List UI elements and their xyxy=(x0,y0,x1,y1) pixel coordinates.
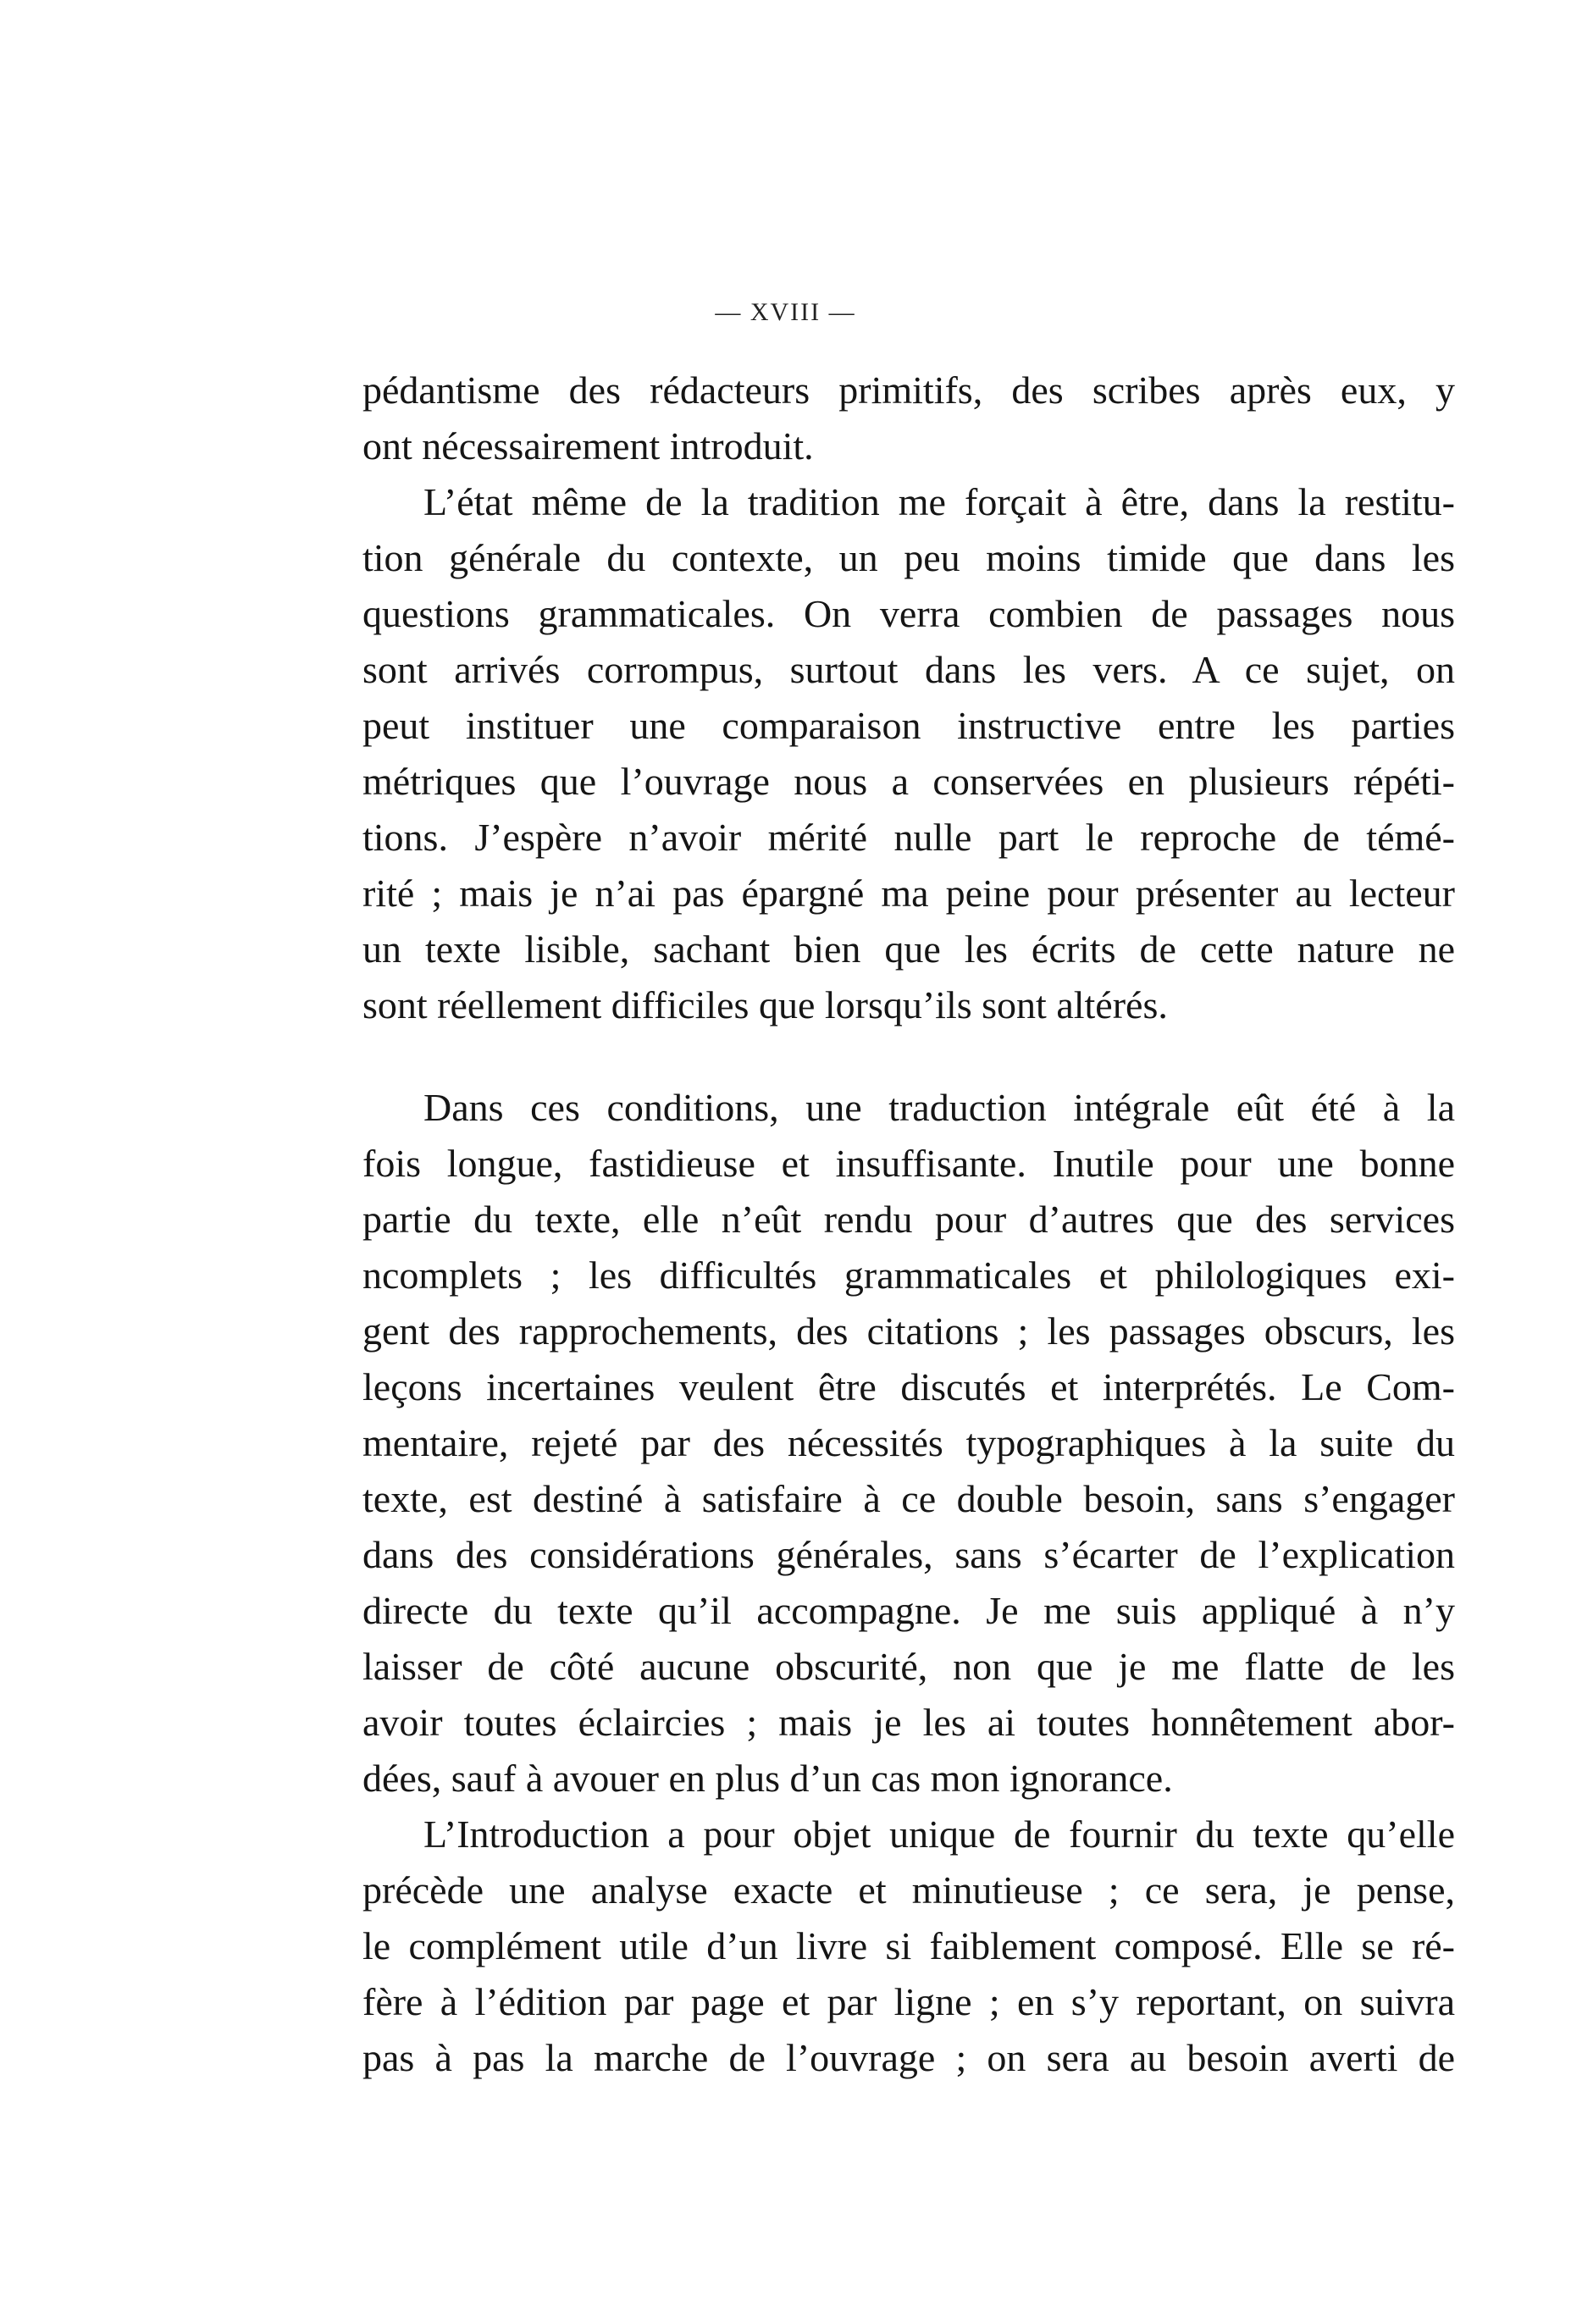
text-line: pédantisme des rédacteurs primitifs, des scribes après eux, y xyxy=(362,368,1455,412)
paragraph-restitution xyxy=(362,474,1455,1033)
text-line: L’état même de la tradition me forçait à être, dans la restitu- xyxy=(423,480,1455,523)
text-line: un texte lisible, sachant bien que les écrits de cette nature ne xyxy=(362,927,1455,971)
text-line: sont arrivés corrompus, surtout dans les vers. A ce sujet, on xyxy=(362,648,1455,691)
text-line: pas à pas la marche de l’ouvrage ; on sera au besoin averti de xyxy=(362,2036,1455,2079)
text-line: sont réellement difficiles que lorsqu’ils sont altérés. xyxy=(362,983,1168,1026)
paragraph-introduction xyxy=(362,1807,1455,2086)
text-line: questions grammaticales. On verra combien de passages nous xyxy=(362,592,1455,635)
text-line: rité ; mais je n’ai pas épargné ma peine pour présenter au lecteur xyxy=(362,872,1455,915)
text-line: précède une analyse exacte et minutieuse ; ce sera, je pense, xyxy=(362,1868,1455,1912)
text-line: dans des considérations générales, sans s’écarter de l’explication xyxy=(362,1533,1455,1576)
text-line: ont nécessairement introduit. xyxy=(362,424,814,468)
text-line: mentaire, rejeté par des nécessités typographiques à la suite du xyxy=(362,1421,1455,1464)
text-block-upper xyxy=(362,362,1455,1033)
text-line: tions. J’espère n’avoir mérité nulle part le reproche de témé- xyxy=(362,816,1455,859)
text-line: fois longue, fastidieuse et insuffisante. Inutile pour une bonne xyxy=(362,1142,1455,1185)
text-line: directe du texte qu’il accompagne. Je me suis appliqué à n’y xyxy=(362,1589,1455,1632)
text-line: partie du texte, elle n’eût rendu pour d’autres que des services xyxy=(362,1198,1455,1241)
text-line: ncomplets ; les difficultés grammaticales et philologiques exi- xyxy=(362,1253,1455,1297)
text-line: texte, est destiné à satisfaire à ce double besoin, sans s’engager xyxy=(362,1477,1455,1520)
text-line: gent des rapprochements, des citations ; les passages obscurs, les xyxy=(362,1309,1455,1353)
text-line: le complément utile d’un livre si faiblement composé. Elle se ré- xyxy=(362,1924,1455,1967)
text-line: métriques que l’ouvrage nous a conservées en plusieurs répéti- xyxy=(362,760,1455,803)
paragraph-continuation xyxy=(362,362,1455,474)
text-line: dées, sauf à avouer en plus d’un cas mon ignorance. xyxy=(362,1757,1173,1800)
text-line: tion générale du contexte, un peu moins timide que dans les xyxy=(362,536,1455,579)
text-line: peut instituer une comparaison instructive entre les parties xyxy=(362,704,1455,747)
text-line: laisser de côté aucune obscurité, non que je me flatte de les xyxy=(362,1645,1455,1688)
paragraph-commentaire xyxy=(362,1080,1455,1807)
text-line: leçons incertaines veulent être discutés et interprétés. Le Com- xyxy=(362,1365,1455,1408)
text-line: fère à l’édition par page et par ligne ; en s’y reportant, on suivra xyxy=(362,1980,1455,2023)
text-line: L’Introduction a pour objet unique de fournir du texte qu’elle xyxy=(423,1812,1455,1856)
text-line: avoir toutes éclaircies ; mais je les ai toutes honnêtement abor- xyxy=(362,1701,1455,1744)
text-line: Dans ces conditions, une traduction intégrale eût été à la xyxy=(423,1086,1455,1129)
page-number: — XVIII — xyxy=(715,298,856,326)
text-block-lower xyxy=(362,1080,1455,2086)
